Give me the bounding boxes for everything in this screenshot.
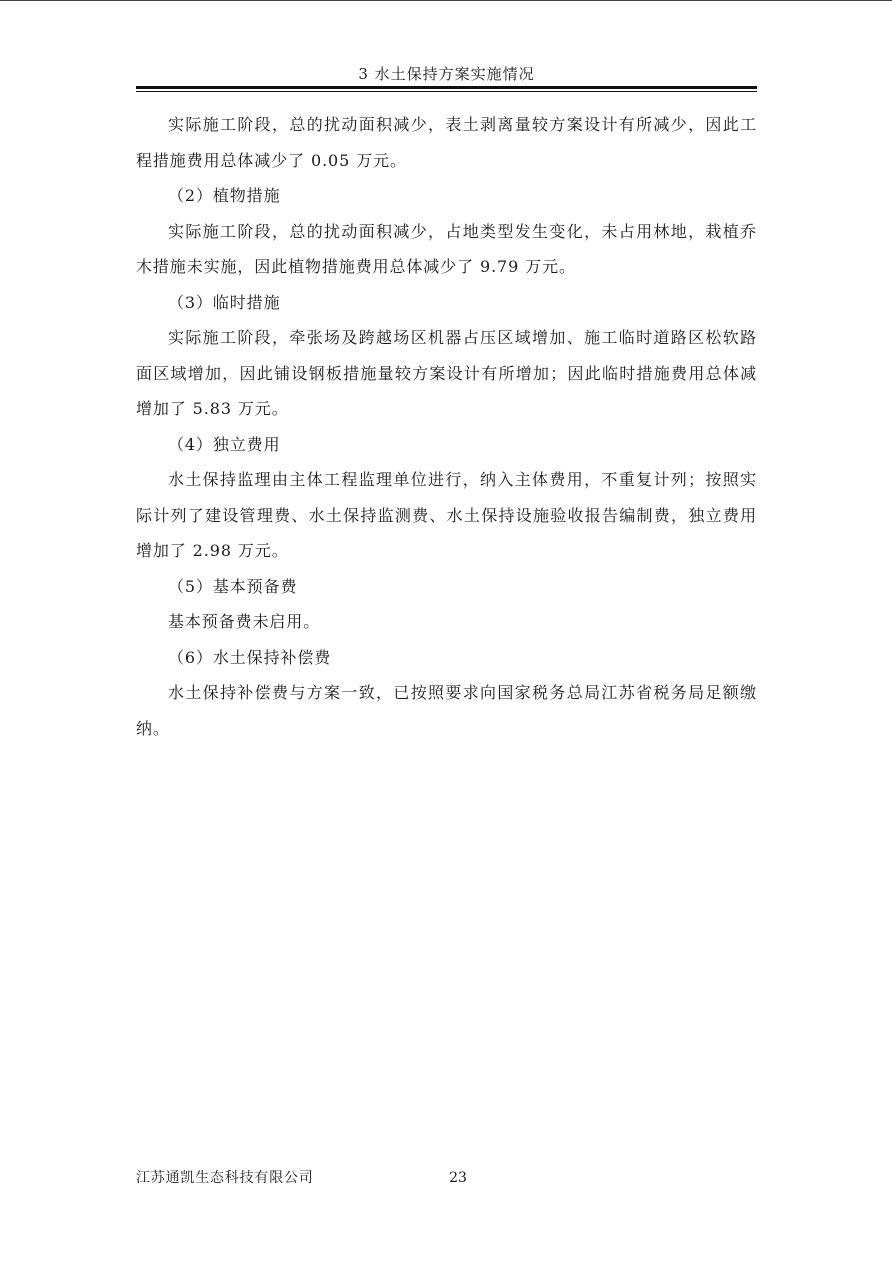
paragraph-compensation-fee: 水土保持补偿费与方案一致，已按照要求向国家税务总局江苏省税务局足额缴纳。 <box>136 683 757 738</box>
running-header-title: 3 水土保持方案实施情况 <box>358 65 535 83</box>
paragraph-temporary-measures: 实际施工阶段，牵张场及跨越场区机器占压区域增加、施工临时道路区松软路面区域增加，因此铺设钢板措施量较方案设计有所增加；因此临时措施费用总体减增加了 5.83 万元。 <box>136 328 757 418</box>
footer-company-name: 江苏通凯生态科技有限公司 <box>136 1170 314 1186</box>
paragraph-independent-costs: 水土保持监理由主体工程监理单位进行，纳入主体费用，不重复计列；按照实际计列了建设管理费、水土保持监测费、水土保持设施验收报告编制费，独立费用增加了 2.98 万元。 <box>136 470 757 560</box>
page-top-border <box>0 0 892 1</box>
paragraph-basic-reserve: 基本预备费未启用。 <box>168 612 321 631</box>
heading-compensation-fee: （6）水土保持补偿费 <box>168 647 332 667</box>
heading-basic-reserve: （5）基本预备费 <box>168 576 298 596</box>
page-body <box>136 107 757 746</box>
header-rule-thick <box>136 86 757 89</box>
heading-plant-measures: （2）植物措施 <box>168 186 281 205</box>
heading-temporary-measures: （3）临时措施 <box>168 292 281 312</box>
paragraph-plant-measures: 实际施工阶段，总的扰动面积减少，占地类型发生变化，未占用林地，栽植乔木措施未实施，因此植物措施费用总体减少了 9.79 万元。 <box>136 221 757 276</box>
footer-page-number: 23 <box>449 1170 467 1186</box>
paragraph-engineering-measures: 实际施工阶段，总的扰动面积减少，表土剥离量较方案设计有所减少，因此工程措施费用总体减少了 0.05 万元。 <box>136 115 757 170</box>
heading-independent-costs: （4）独立费用 <box>168 434 281 454</box>
header-rule-thin <box>136 91 757 92</box>
